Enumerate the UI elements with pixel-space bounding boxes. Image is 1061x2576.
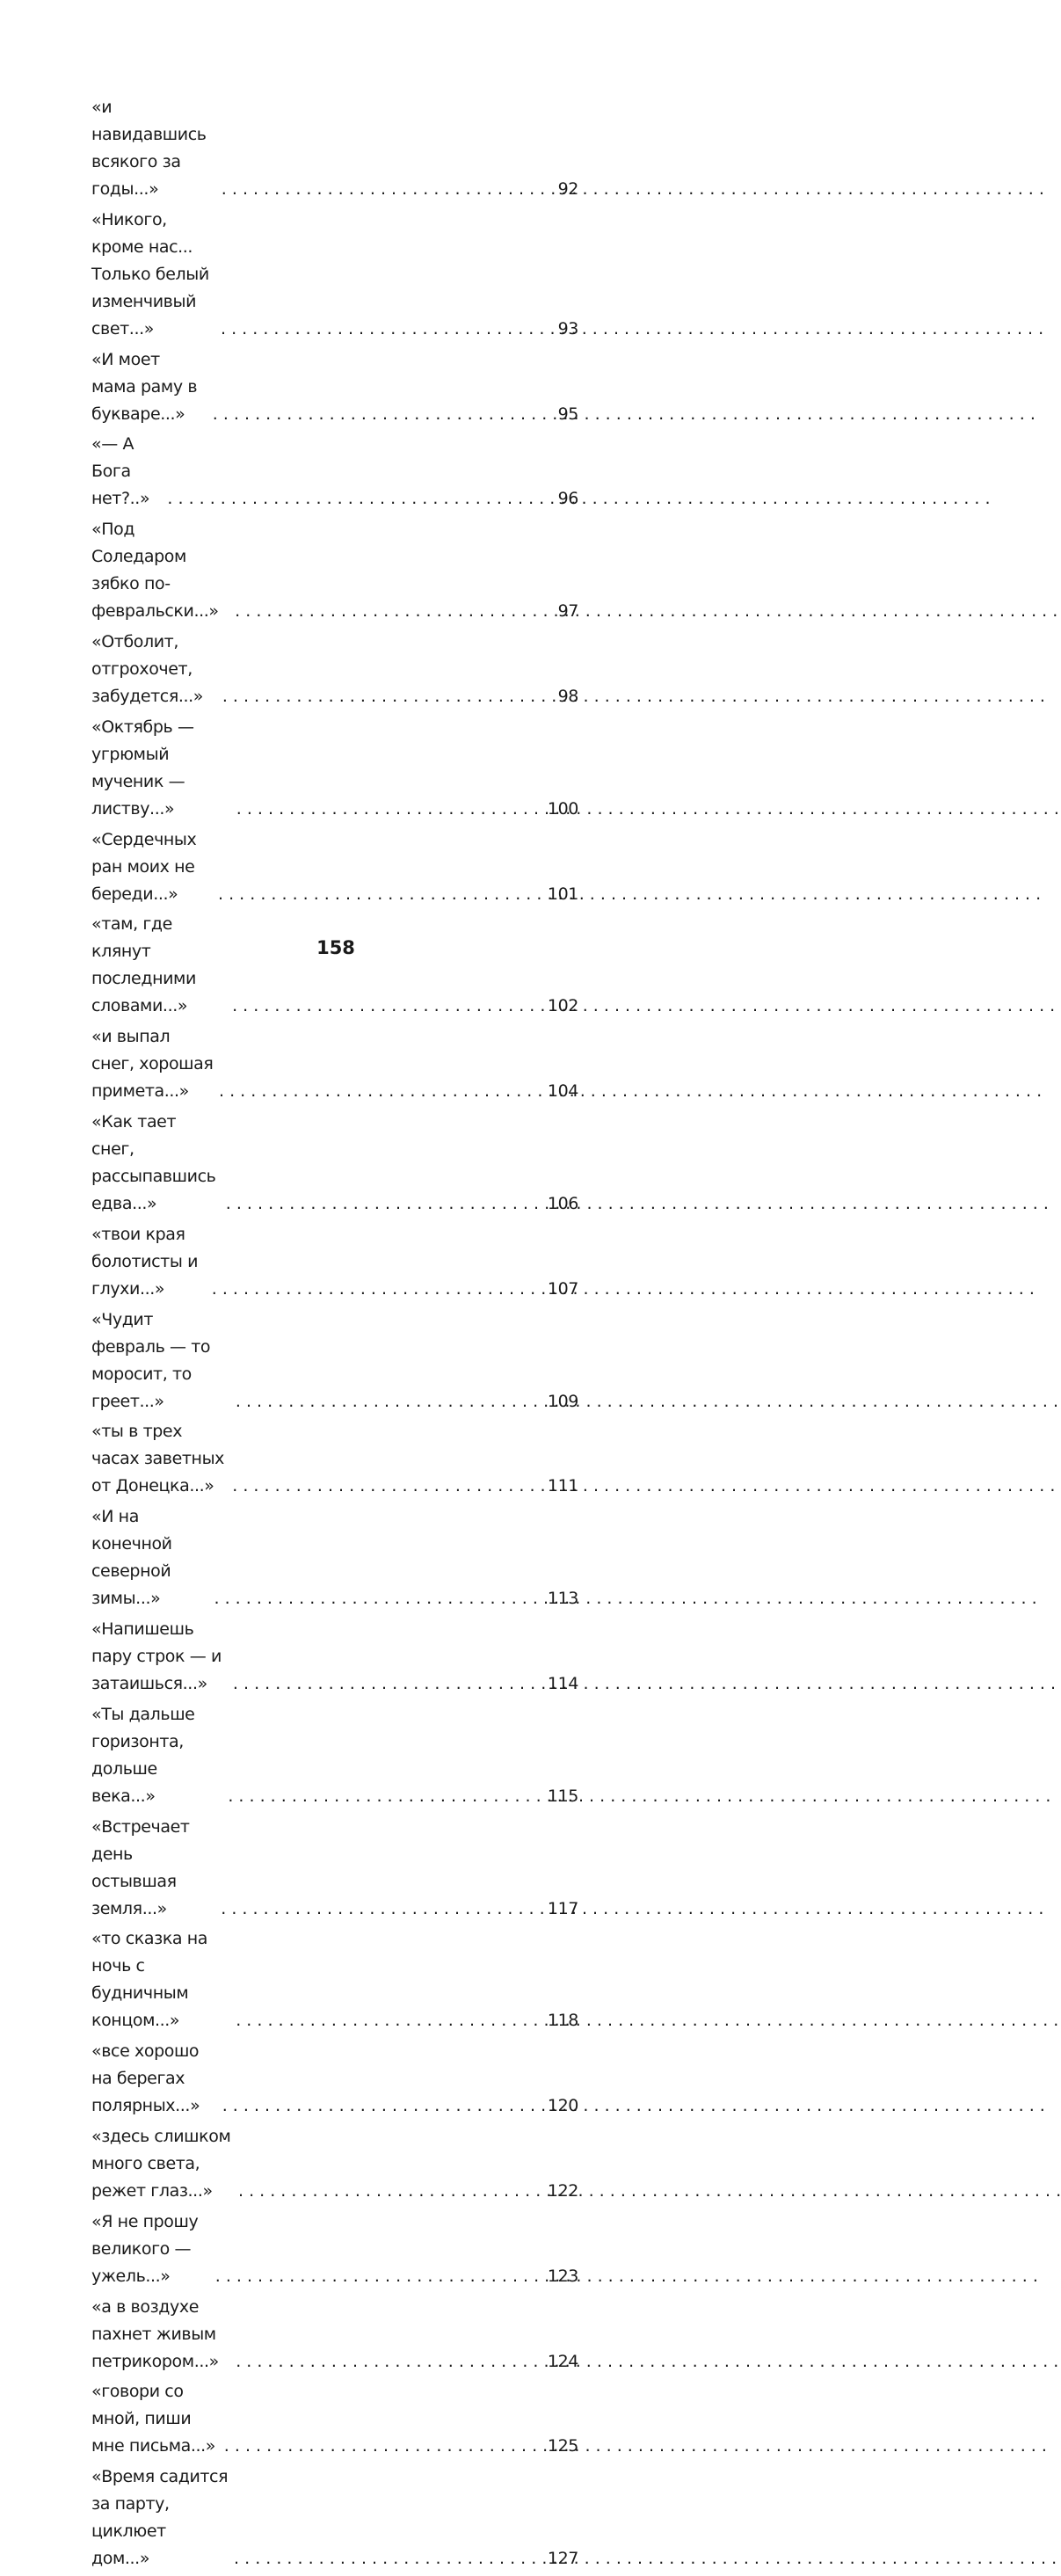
- dot-leader: [235, 598, 556, 625]
- toc-entry-page: 127: [547, 2549, 578, 2569]
- toc-entry: [91, 2378, 578, 2460]
- dot-leader: [236, 796, 546, 823]
- toc-entry-page: 117: [547, 1898, 578, 1918]
- toc-entry-title: «Напишешь пару строк — и затаишься...»: [91, 1619, 222, 1693]
- toc-entry-page: 114: [547, 1673, 578, 1693]
- toc-entry: [91, 2463, 578, 2572]
- dot-leader: [215, 2263, 546, 2290]
- toc-entry-title: «твои края болотисты и глухи...»: [91, 1224, 199, 1299]
- toc-entry-page: 93: [557, 318, 578, 338]
- toc-entry-page: 113: [547, 1589, 578, 1609]
- toc-entry-title: «и выпал снег, хорошая примета...»: [91, 1027, 214, 1102]
- dot-leader: [221, 1896, 546, 1923]
- toc-entry: [91, 1221, 578, 1303]
- toc-entry: [91, 94, 578, 203]
- toc-entry-title: «там, где клянут последними словами...»: [91, 914, 196, 1016]
- toc-entry-title: «— А Бога нет?..»: [91, 434, 150, 509]
- toc-entry: [91, 2038, 578, 2120]
- dot-leader: [236, 2007, 546, 2034]
- toc-entry-page: 92: [557, 179, 578, 199]
- toc-entry: [91, 2294, 578, 2376]
- toc-entry: [91, 1306, 578, 1415]
- toc-entry-title: «Я не прошу великого — ужель...»: [91, 2211, 199, 2286]
- dot-leader: [221, 316, 556, 343]
- toc-entry-page: 109: [547, 1391, 578, 1411]
- toc-entry-title: «все хорошо на берегах полярных...»: [91, 2041, 200, 2116]
- toc-entry-page: 95: [557, 404, 578, 424]
- dot-leader: [236, 1388, 546, 1415]
- toc-entry-title: «Чудит февраль — то моросит, то греет...»: [91, 1309, 211, 1411]
- toc-entry-page: 123: [547, 2266, 578, 2286]
- toc-entry-page: 101: [547, 884, 578, 904]
- toc-entry-title: «Встречает день остывшая земля...»: [91, 1816, 190, 1918]
- toc-entry: [91, 1503, 578, 1612]
- toc-entry-title: «И на конечной северной зимы...»: [91, 1507, 172, 1609]
- toc-entry-title: «Ты дальше горизонта, дольше века...»: [91, 1704, 195, 1806]
- toc-entry-title: «Как тает снег, рассыпавшись едва...»: [91, 1111, 216, 1213]
- toc-entry-page: 96: [557, 489, 578, 509]
- toc-entry-page: 120: [547, 2096, 578, 2116]
- dot-leader: [167, 485, 556, 513]
- dot-leader: [232, 993, 546, 1020]
- dot-leader: [222, 176, 556, 203]
- toc-entry-page: 97: [557, 601, 578, 622]
- toc-entry: [91, 1814, 578, 1923]
- toc-entry-page: 122: [547, 2180, 578, 2201]
- toc-entry: [91, 346, 578, 428]
- dot-leader: [219, 1078, 546, 1105]
- toc-entry-page: 98: [557, 686, 578, 706]
- dot-leader: [238, 2178, 546, 2205]
- dot-leader: [232, 1473, 546, 1500]
- page-number: 158: [316, 937, 355, 958]
- toc-entry-page: 107: [547, 1278, 578, 1299]
- dot-leader: [233, 1670, 546, 1698]
- dot-leader: [222, 2092, 546, 2120]
- toc-entry: [91, 431, 578, 513]
- toc-entry: [91, 629, 578, 710]
- toc-entry: [91, 1701, 578, 1810]
- dot-leader: [236, 2348, 546, 2376]
- dot-leader: [218, 881, 546, 908]
- toc-entry-title: «Отболит, отгрохочет, забудется...»: [91, 631, 204, 706]
- toc-entry-title: «говори со мной, пиши мне письма...»: [91, 2382, 216, 2456]
- dot-leader: [226, 1190, 546, 1218]
- toc-entry: [91, 2209, 578, 2290]
- toc-entry: [91, 1616, 578, 1698]
- toc-entry-title: «Под Соледаром зябко по-февральски...»: [91, 520, 219, 622]
- toc-entry-title: «Октябрь — угрюмый мученик — листву...»: [91, 717, 194, 819]
- toc-entry: [91, 1023, 578, 1105]
- toc-entry-title: «Никого, кроме нас... Только белый изменчивый свет...»: [91, 209, 209, 338]
- toc-entry: [91, 1925, 578, 2034]
- table-of-contents: [91, 94, 578, 2576]
- dot-leader: [222, 683, 556, 710]
- toc-entry: [91, 1109, 578, 1218]
- toc-entry-title: «то сказка на ночь с будничным концом...»: [91, 1929, 208, 2031]
- toc-entry: [91, 207, 578, 343]
- toc-entry-page: 125: [547, 2436, 578, 2456]
- dot-leader: [224, 2433, 546, 2460]
- toc-entry-page: 115: [547, 1786, 578, 1806]
- dot-leader: [213, 401, 556, 428]
- dot-leader: [212, 1276, 546, 1303]
- toc-entry-page: 111: [547, 1476, 578, 1496]
- toc-entry-title: «и навидавшись всякого за годы...»: [91, 98, 207, 199]
- toc-entry: [91, 2123, 578, 2205]
- toc-entry: [91, 911, 578, 1020]
- dot-leader: [214, 1585, 546, 1612]
- toc-entry-title: «ты в трех часах заветных от Донецка...»: [91, 1422, 225, 1496]
- toc-entry: [91, 1418, 578, 1500]
- toc-entry-title: «И моет мама раму в букваре...»: [91, 349, 198, 424]
- toc-entry-title: «Сердечных ран моих не береди...»: [91, 829, 197, 904]
- toc-entry-title: «а в воздухе пахнет живым петрикором...»: [91, 2296, 219, 2371]
- toc-entry-page: 118: [547, 2011, 578, 2031]
- toc-entry-page: 124: [547, 2351, 578, 2371]
- toc-entry-page: 100: [547, 798, 578, 819]
- toc-entry-page: 106: [547, 1193, 578, 1213]
- toc-entry-title: «Время садится за парту, циклюет дом...»: [91, 2467, 229, 2569]
- toc-entry: [91, 714, 578, 823]
- dot-leader: [228, 1783, 546, 1810]
- toc-entry-page: 104: [547, 1081, 578, 1102]
- toc-entry: [91, 826, 578, 908]
- toc-entry-title: «здесь слишком много света, режет глаз...»: [91, 2126, 231, 2201]
- toc-entry: [91, 516, 578, 625]
- dot-leader: [234, 2545, 546, 2572]
- toc-entry-page: 102: [547, 996, 578, 1016]
